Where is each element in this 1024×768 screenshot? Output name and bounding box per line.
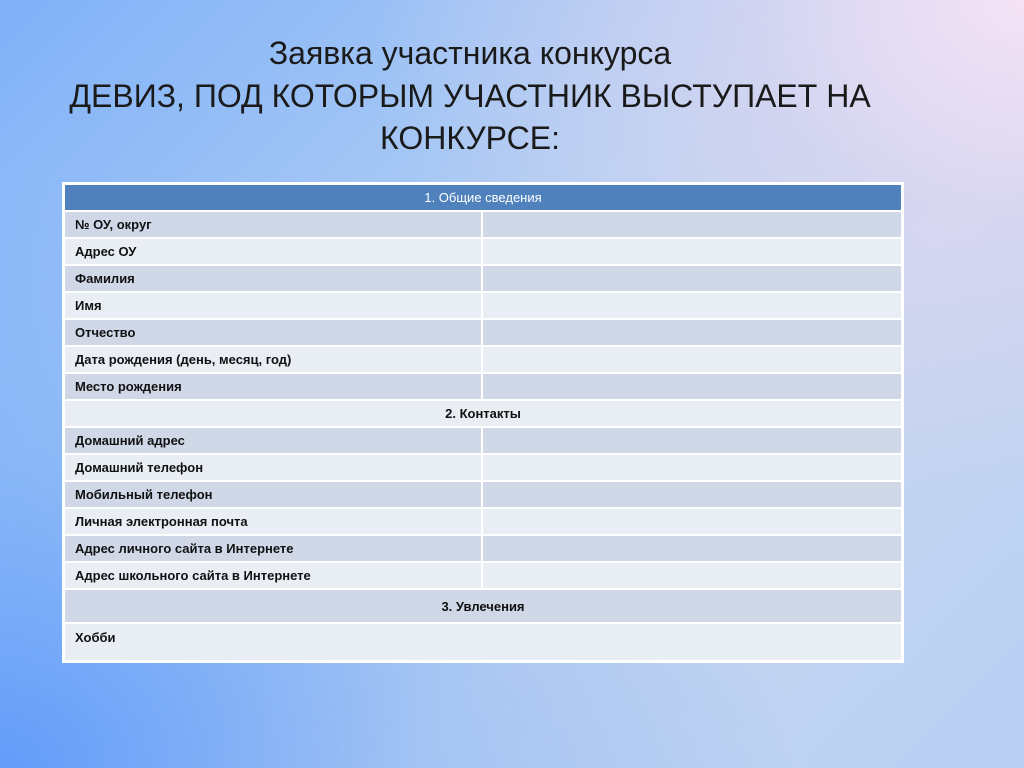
field-label-personal-email: Личная электронная почта bbox=[64, 508, 482, 535]
field-label-home-address: Домашний адрес bbox=[64, 427, 482, 454]
field-label-patronymic: Отчество bbox=[64, 319, 482, 346]
field-label-birth-date: Дата рождения (день, месяц, год) bbox=[64, 346, 482, 373]
table-row bbox=[64, 508, 902, 535]
section-hobbies-title: 3. Увлечения bbox=[64, 589, 902, 623]
field-label-school-address: Адрес ОУ bbox=[64, 238, 482, 265]
field-label-hobby[interactable]: Хобби bbox=[64, 623, 902, 661]
field-label-school-site: Адрес школьного сайта в Интернете bbox=[64, 562, 482, 589]
motto-heading: ДЕВИЗ, ПОД КОТОРЫМ УЧАСТНИК ВЫСТУПАЕТ НА bbox=[69, 78, 871, 114]
field-value-surname[interactable] bbox=[482, 265, 902, 292]
field-value-home-phone[interactable] bbox=[482, 454, 902, 481]
field-value-personal-email[interactable] bbox=[482, 508, 902, 535]
field-label-surname: Фамилия bbox=[64, 265, 482, 292]
field-value-patronymic[interactable] bbox=[482, 319, 902, 346]
field-value-mobile-phone[interactable] bbox=[482, 481, 902, 508]
table-row bbox=[64, 319, 902, 346]
motto-heading-continued: КОНКУРСЕ: bbox=[380, 120, 560, 156]
field-value-school-address[interactable] bbox=[482, 238, 902, 265]
section-row bbox=[64, 400, 902, 427]
field-value-home-address[interactable] bbox=[482, 427, 902, 454]
table-row bbox=[64, 211, 902, 238]
field-label-first-name: Имя bbox=[64, 292, 482, 319]
field-label-mobile-phone: Мобильный телефон bbox=[64, 481, 482, 508]
table-row bbox=[64, 346, 902, 373]
page-title: Заявка участника конкурса bbox=[268, 35, 672, 71]
field-value-school-site[interactable] bbox=[482, 562, 902, 589]
field-label-personal-site: Адрес личного сайта в Интернете bbox=[64, 535, 482, 562]
table-row bbox=[64, 427, 902, 454]
table-row bbox=[64, 562, 902, 589]
section-row bbox=[64, 589, 902, 623]
table-row bbox=[64, 454, 902, 481]
field-value-birth-date[interactable] bbox=[482, 346, 902, 373]
application-form-table bbox=[63, 183, 903, 662]
section-general-title: 1. Общие сведения bbox=[64, 184, 902, 211]
field-value-personal-site[interactable] bbox=[482, 535, 902, 562]
table-header-row bbox=[64, 184, 902, 211]
table-row bbox=[64, 292, 902, 319]
table-row bbox=[64, 265, 902, 292]
field-value-birth-place[interactable] bbox=[482, 373, 902, 400]
field-label-birth-place: Место рождения bbox=[64, 373, 482, 400]
field-label-school-district: № ОУ, округ bbox=[64, 211, 482, 238]
table-row bbox=[64, 623, 902, 661]
table-row bbox=[64, 238, 902, 265]
field-label-home-phone: Домашний телефон bbox=[64, 454, 482, 481]
field-value-first-name[interactable] bbox=[482, 292, 902, 319]
section-contacts-title: 2. Контакты bbox=[64, 400, 902, 427]
table-row bbox=[64, 481, 902, 508]
field-value-school-district[interactable] bbox=[482, 211, 902, 238]
table-row bbox=[64, 373, 902, 400]
table-row bbox=[64, 535, 902, 562]
